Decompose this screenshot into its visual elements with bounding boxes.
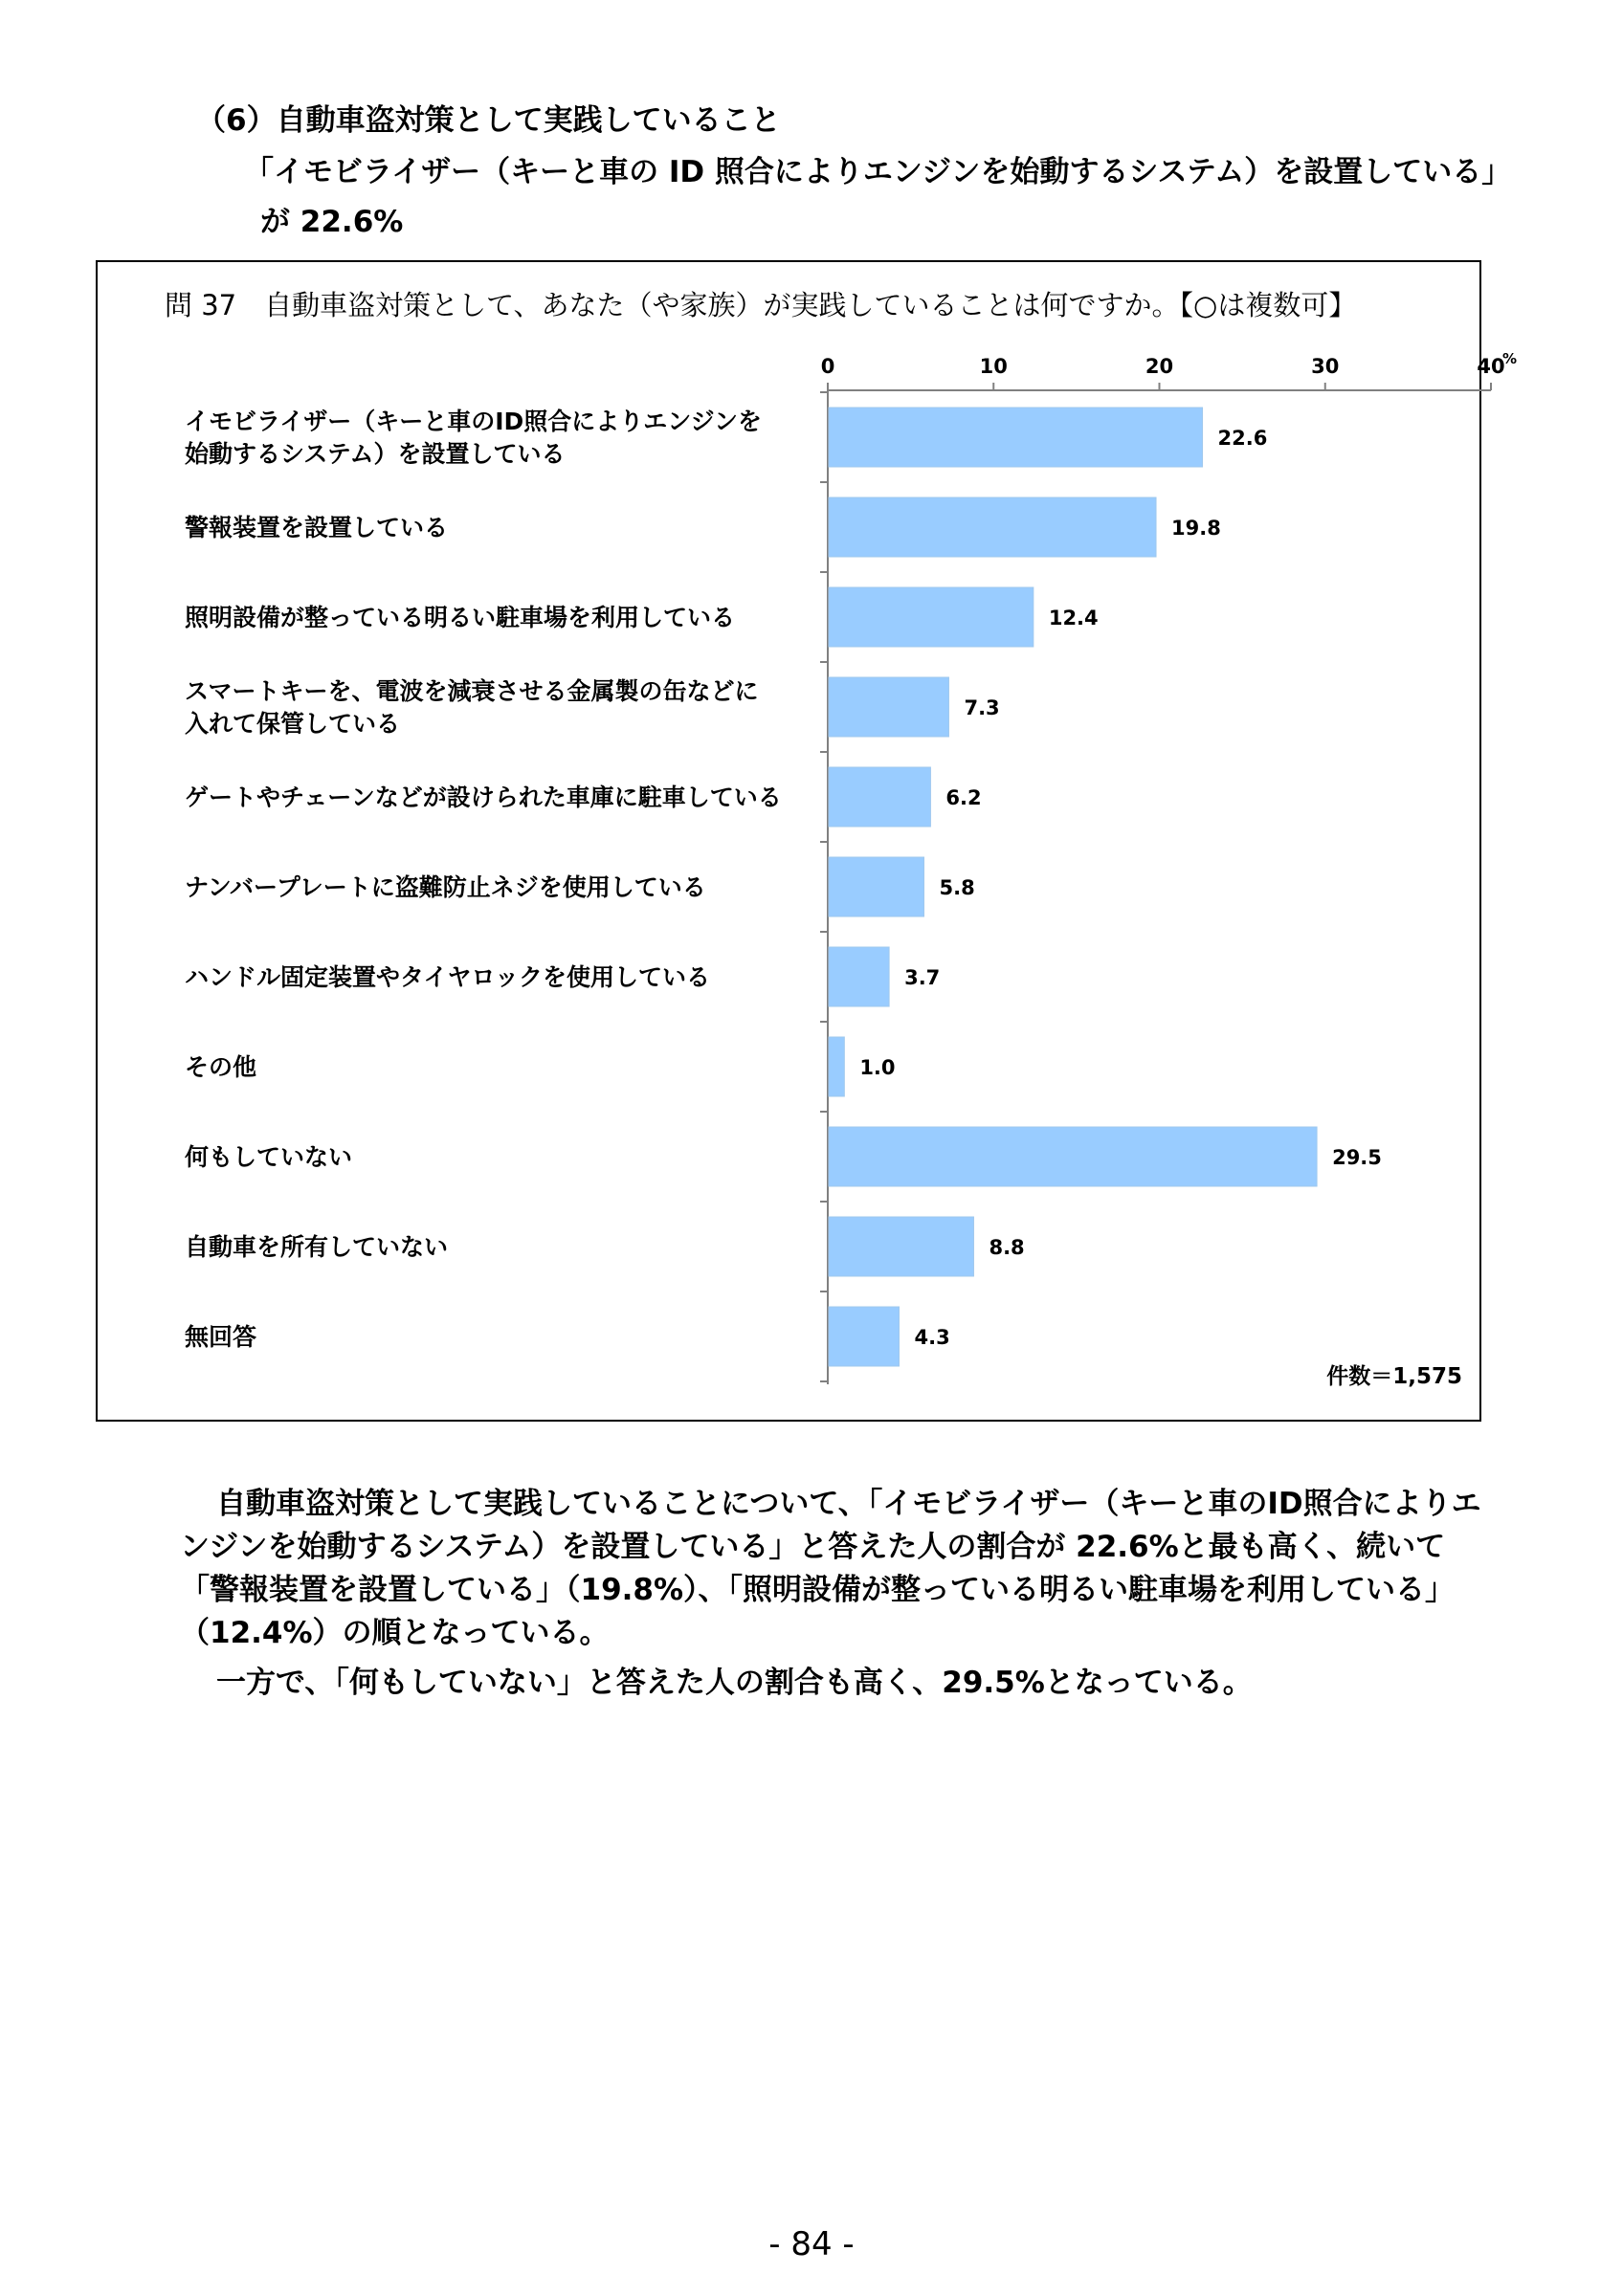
category-label: 何もしていない bbox=[185, 1143, 353, 1171]
body-paragraph-2: 一方で、「何もしていない」と答えた人の割合も高く、29.5%となっている。 bbox=[216, 1666, 1253, 1700]
x-tick-label: 20 bbox=[1145, 355, 1174, 378]
category-label: 警報装置を設置している bbox=[185, 514, 449, 541]
bar-value-label: 8.8 bbox=[989, 1236, 1025, 1259]
category-label: イモビライザー（キーと車のID照合によりエンジンを bbox=[185, 408, 763, 435]
x-tick-label: 0 bbox=[820, 355, 835, 378]
bar-value-label: 6.2 bbox=[945, 786, 982, 809]
x-tick-label: 10 bbox=[979, 355, 1008, 378]
bar bbox=[829, 767, 930, 827]
sample-count-label: 件数＝1,575 bbox=[1326, 1364, 1462, 1389]
x-tick-label: 30 bbox=[1311, 355, 1340, 378]
section-heading: （6）自動車盗対策として実践していること bbox=[196, 103, 781, 138]
category-label: その他 bbox=[185, 1053, 257, 1081]
bar-value-label: 4.3 bbox=[914, 1326, 950, 1349]
question-text: 問 37 自動車盗対策として、あなた（や家族）が実践していることは何ですか。【○は複数可】 bbox=[165, 289, 1357, 321]
bar bbox=[829, 857, 923, 916]
bar bbox=[829, 1037, 844, 1096]
bar bbox=[829, 677, 948, 737]
category-label: 始動するシステム）を設置している bbox=[185, 440, 566, 468]
bar bbox=[829, 1127, 1317, 1186]
category-label: 自動車を所有していない bbox=[185, 1233, 449, 1261]
category-label: ハンドル固定装置やタイヤロックを使用している bbox=[185, 963, 711, 991]
bar-value-label: 19.8 bbox=[1171, 517, 1221, 540]
bar-value-label: 22.6 bbox=[1217, 427, 1268, 450]
bar bbox=[829, 1217, 973, 1276]
bar bbox=[829, 497, 1156, 557]
category-label: ゲートやチェーンなどが設けられた車庫に駐車している bbox=[185, 784, 782, 811]
category-label: 無回答 bbox=[185, 1323, 257, 1351]
bar-value-label: 29.5 bbox=[1332, 1146, 1382, 1169]
category-label: 入れて保管している bbox=[185, 710, 401, 738]
bar-value-label: 1.0 bbox=[859, 1056, 896, 1079]
highlight-line-2: が 22.6% bbox=[260, 205, 404, 239]
bar-value-label: 12.4 bbox=[1048, 607, 1099, 629]
category-label: スマートキーを、電波を減衰させる金属製の缶などに bbox=[185, 677, 759, 705]
x-axis-unit: % bbox=[1502, 350, 1518, 367]
bar-value-label: 5.8 bbox=[939, 876, 975, 899]
bar-value-label: 7.3 bbox=[964, 696, 1000, 719]
category-label: ナンバープレートに盗難防止ネジを使用している bbox=[185, 873, 706, 901]
bar bbox=[829, 408, 1203, 467]
page-number: - 84 - bbox=[768, 2225, 855, 2263]
bar bbox=[829, 1307, 899, 1366]
bar bbox=[829, 587, 1034, 647]
x-tick-label: 40 bbox=[1477, 355, 1505, 378]
bar bbox=[829, 947, 889, 1006]
bar-value-label: 3.7 bbox=[904, 966, 941, 989]
category-label: 照明設備が整っている明るい駐車場を利用している bbox=[185, 604, 736, 631]
body-paragraph-1: 自動車盗対策として実践していることについて、「イモビライザー（キーと車のID照合によりエンジンを始動するシステム）を設置している」と答えた人の割合が 22.6%と最も高く、続いて「警報装置を設置している」（19.8%）、「照明設備が整っている明るい駐車場を利用している」（12.4%）の順となっている。 bbox=[180, 1487, 1481, 1650]
highlight-line-1: 「イモビライザー（キーと車の ID 照合によりエンジンを始動するシステム）を設置している」 bbox=[244, 155, 1512, 189]
